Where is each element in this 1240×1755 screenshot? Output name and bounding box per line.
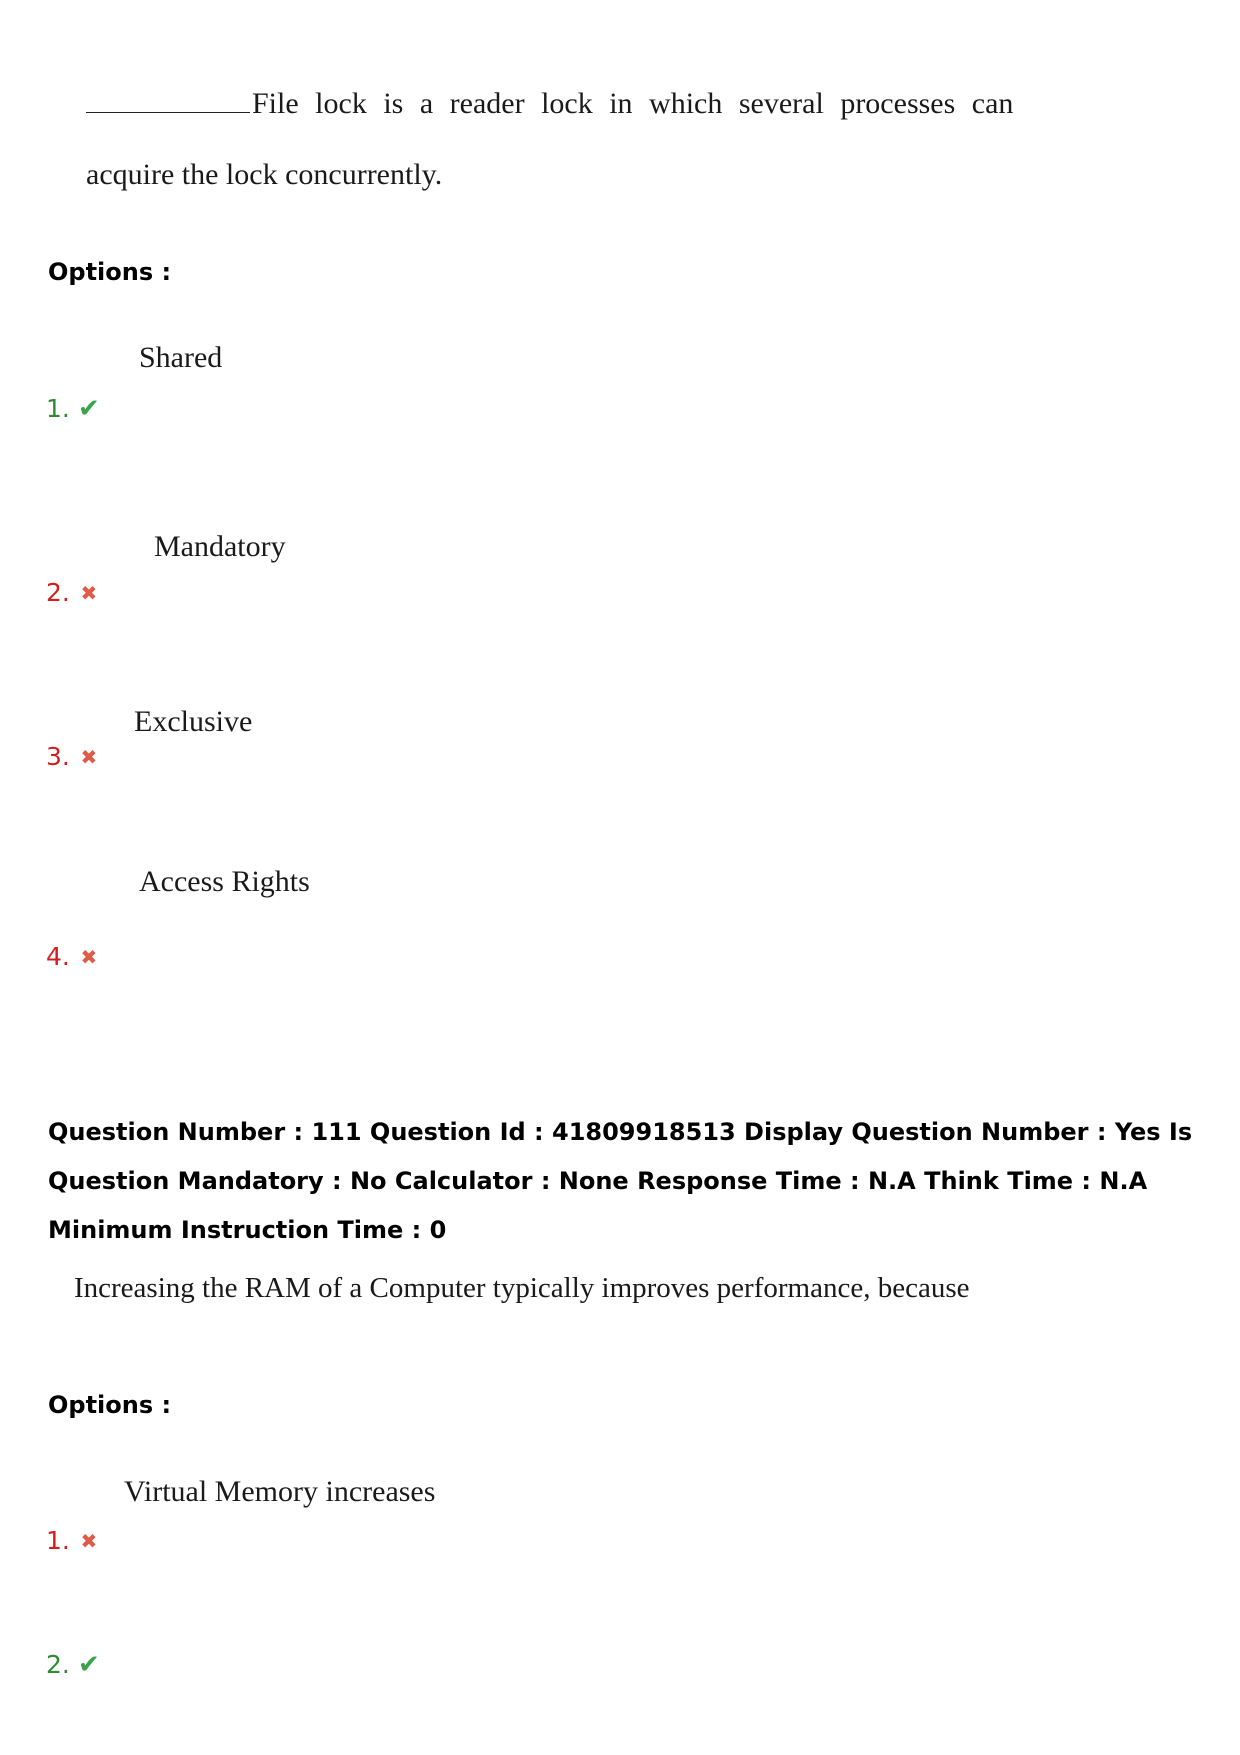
option-number: 2.: [46, 578, 70, 607]
option-text: Virtual Memory increases: [124, 1475, 436, 1508]
option-text: Mandatory: [154, 530, 286, 563]
option-number: 1.: [46, 1526, 70, 1555]
question-text-line-1: [86, 84, 1013, 121]
option-number: 4.: [46, 942, 70, 971]
option-marker: [46, 942, 102, 971]
option-number: 2.: [46, 1650, 70, 1679]
option-marker: [46, 742, 102, 771]
question-text-line-2: acquire the lock concurrently.: [86, 158, 443, 191]
cross-icon: ✖: [80, 944, 98, 969]
check-icon: ✔: [77, 1649, 100, 1680]
option-marker: [46, 394, 102, 423]
check-icon: ✔: [77, 393, 100, 424]
options-label: Options :: [48, 1391, 172, 1419]
option-text: Exclusive: [134, 705, 253, 738]
option-marker: [46, 1650, 102, 1679]
option-marker: [46, 578, 102, 607]
options-label: Options :: [48, 258, 172, 286]
cross-icon: ✖: [80, 1528, 98, 1553]
fill-in-blank: [86, 84, 250, 113]
option-number: 1.: [46, 394, 70, 423]
option-number: 3.: [46, 742, 70, 771]
question-metadata: Question Number : 111 Question Id : 41809918513 Display Question Number : Yes Is Question Mandatory : No Calculator : None Response Time : N.A Think Time : N.A Minimum Instruction Time : 0: [48, 1118, 1193, 1244]
question-text: Increasing the RAM of a Computer typically improves performance, because: [74, 1272, 970, 1304]
question-text-line-1-content: File lock is a reader lock in which several processes can: [252, 87, 1014, 120]
cross-icon: ✖: [80, 744, 98, 769]
option-text: Shared: [139, 341, 223, 374]
cross-icon: ✖: [80, 580, 98, 605]
option-marker: [46, 1526, 102, 1555]
option-text: Access Rights: [139, 865, 310, 898]
